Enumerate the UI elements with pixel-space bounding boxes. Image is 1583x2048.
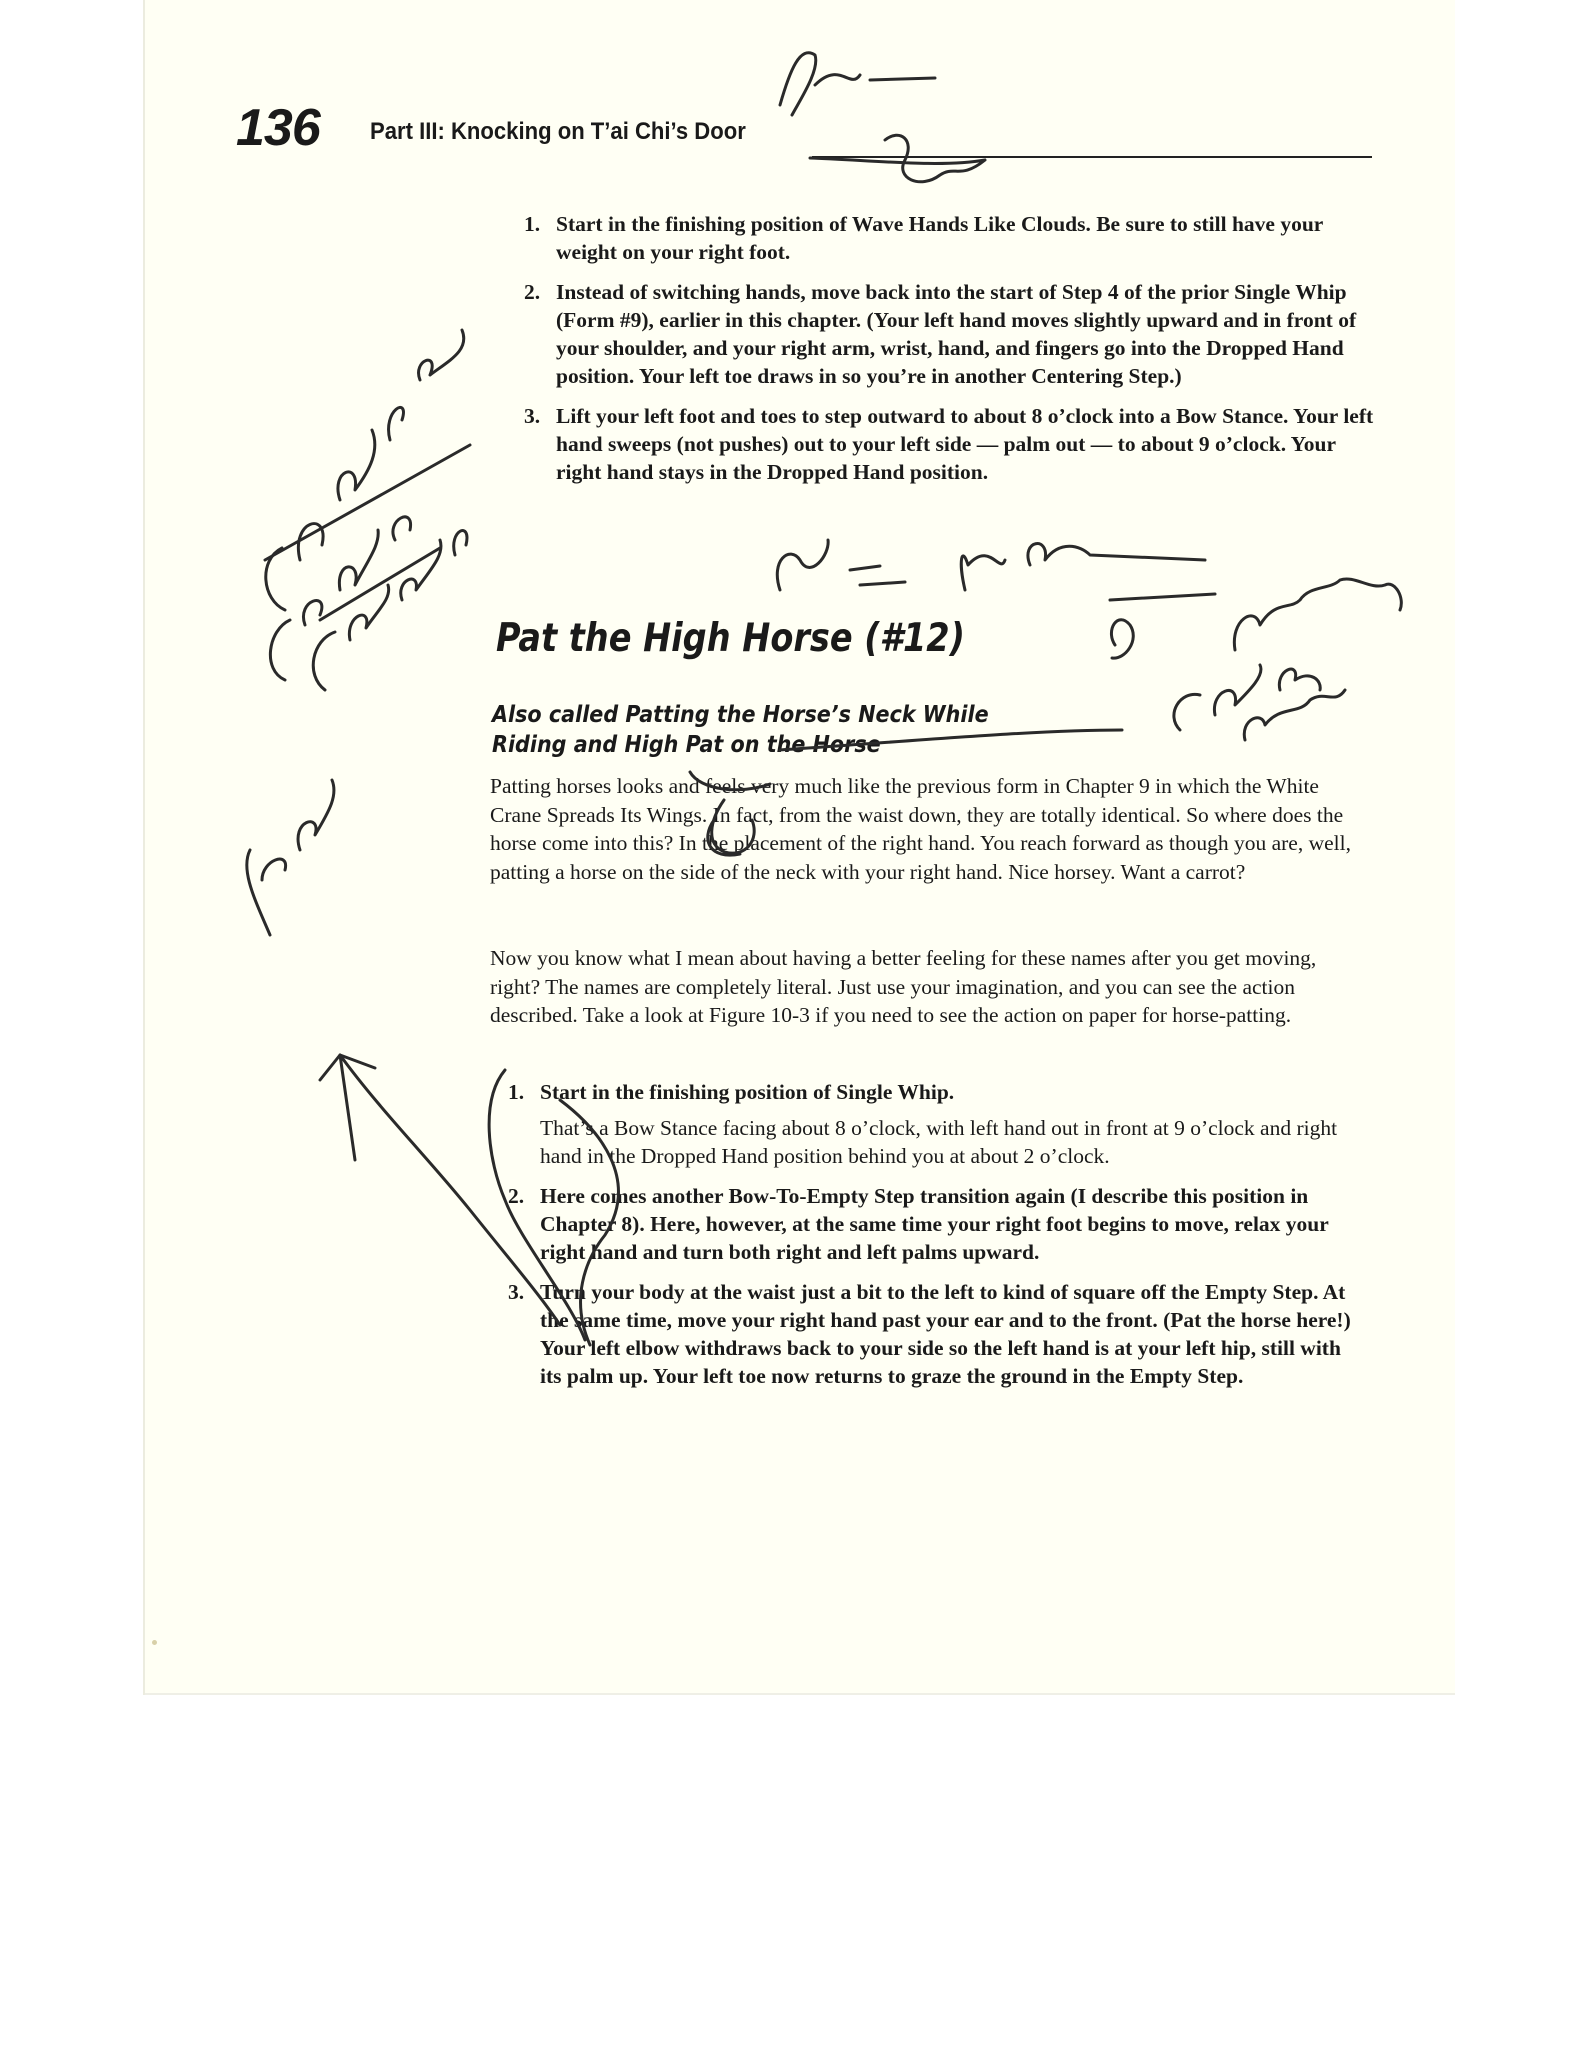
body-paragraph: Now you know what I mean about having a better feeling for these names after you get moving, right? The names are completely literal. Just use your imagination, and you can see the action described. Take a look at Figure 10-3 if you need to see the action on paper for horse-patting. — [490, 946, 1317, 1027]
page-number: 136 — [236, 99, 320, 157]
step-text: Here comes another Bow-To-Empty Step transition again (I describe this position in Chapter 8). Here, however, at the same time your right foot begins to move, relax your right hand and turn both right and left palms upward. — [540, 1184, 1329, 1264]
margin-word-2 — [270, 517, 410, 680]
header-strike-scribble — [810, 135, 985, 182]
step-text: Turn your body at the waist just a bit to the left to kind of square off the Empty Step. At the same time, move your right hand past your ear and to the front. (Pat the horse here!) Your left elbow withdraws back to your side so the left hand is at your left hip, still with its palm up. Your left toe now returns to graze the ground in the Empty Step. — [540, 1280, 1351, 1388]
margin-word-4 — [247, 780, 334, 935]
step-number: 1. — [508, 1080, 525, 1104]
step-number: 2. — [524, 280, 541, 304]
body-paragraph: Patting horses looks and feels very much like the previous form in Chapter 9 in which the White Crane Spreads Its Wings. In fact, from the waist down, they are totally identical. So where does the horse come into this? In the placement of the right hand. You reach forward as though you are, well, patting a horse on the side of the neck with your right hand. Nice horsey. Want a carrot? — [490, 774, 1351, 884]
subtitle-swoosh — [780, 730, 1122, 750]
running-head-title: Part III: Knocking on T’ai Chi’s Door — [370, 118, 746, 145]
steps-bracket — [489, 1070, 585, 1340]
step-text: Lift your left foot and toes to step outward to about 8 o’clock into a Bow Stance. Your left hand sweeps (not pushes) out to your left side — palm out — to about 9 o’clock. Your right hand stays in the Dropped Hand position. — [556, 404, 1374, 484]
step-text: Start in the finishing position of Wave Hands Like Clouds. Be sure to still have your weight on your right foot. — [556, 212, 1323, 264]
scan-speck — [152, 1640, 157, 1645]
step-number: 3. — [508, 1280, 525, 1304]
step-number: 2. — [508, 1184, 525, 1208]
heading-side-note — [1110, 579, 1401, 658]
step-detail: That’s a Bow Stance facing about 8 o’clock, with left hand out in front at 9 o’clock and right hand in the Dropped Hand position behind you at about 2 o’clock. — [540, 1116, 1338, 1168]
heading-side-note-2 — [1174, 665, 1345, 740]
step-text: Start in the finishing position of Single Whip. — [540, 1080, 955, 1104]
step-text: Instead of switching hands, move back into the start of Step 4 of the prior Single Whip (Form #9), earlier in this chapter. (Your left hand moves slightly upward and in front of your shoulder, and your right arm, wrist, hand, and fingers go into the Dropped Hand position. Your left toe draws in so you’re in another Centering Step.) — [556, 280, 1357, 388]
arrow-icon — [320, 1055, 560, 1325]
text-cross-circle — [690, 772, 770, 855]
step-number: 3. — [524, 404, 541, 428]
header-scribble — [780, 53, 935, 115]
section-subtitle: Also called Patting the Horse’s Neck While Riding and High Pat on the Horse — [492, 702, 989, 758]
heading-note-scribble — [777, 540, 1205, 590]
step-number: 1. — [524, 212, 541, 236]
section-title: Pat the High Horse (#12) — [496, 616, 965, 661]
